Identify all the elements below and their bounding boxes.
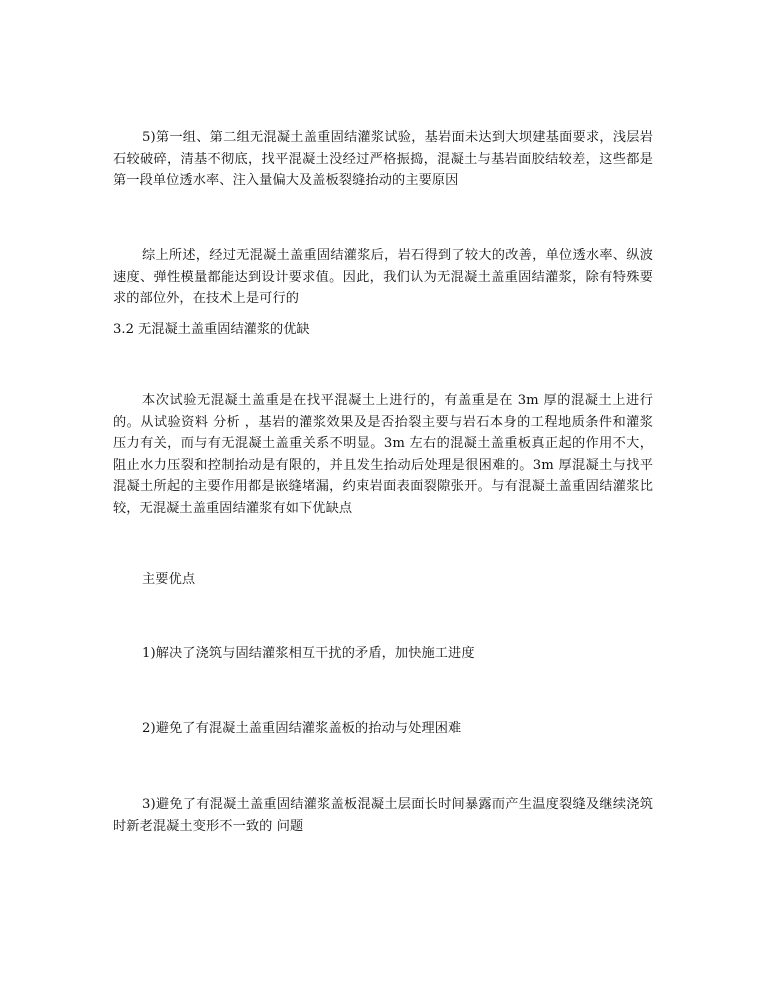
paragraph-summary: 综上所述，经过无混凝土盖重固结灌浆后，岩石得到了较大的改善，单位透水率、纵波速度、弹性模量都能达到设计要求值。因此，我们认为无混凝土盖重固结灌浆，除有特殊要求的部位外，在技术上是可行的 [113, 248, 653, 306]
list-item-advantage-2: 2)避免了有混凝土盖重固结灌浆盖板的抬动与处理困难 [142, 721, 462, 736]
paragraph-conclusion-5: 5)第一组、第二组无混凝土盖重固结灌浆试验，基岩面未达到大坝建基面要求，浅层岩石较破碎，清基不彻底，找平混凝土没经过严格振捣，混凝土与基岩面胶结较差，这些都是第一段单位透水率、注入量偏大及盖板裂缝抬动的主要原因 [113, 130, 653, 188]
paragraph-main-advantages: 主要优点 [142, 572, 196, 587]
paragraph-test-description: 本次试验无混凝土盖重是在找平混凝土上进行的，有盖重是在 3m 厚的混凝土上进行的。从试验资料 分析 ，基岩的灌浆效果及是否抬裂主要与岩石本身的工程地质条件和灌浆压力有关，而与有无混凝土盖重关系不明显。3m 左右的混凝土盖重板真正起的作用不大，阻止水力压裂和控制抬动是有限的，并且发生抬动后处理是很困难的。3m 厚混凝土与找平混凝土所起的主要作用都是嵌缝堵漏，约束岩面表面裂隙张开。与有混凝土盖重固结灌浆比较，无混凝土盖重固结灌浆有如下优缺点 [113, 393, 653, 516]
list-item-advantage-1: 1)解决了浇筑与固结灌浆相互干扰的矛盾，加快施工进度 [142, 646, 475, 661]
section-heading: 3.2 无混凝土盖重固结灌浆的优缺 [113, 322, 310, 337]
list-item-advantage-3: 3)避免了有混凝土盖重固结灌浆盖板混凝土层面长时间暴露而产生温度裂缝及继续浇筑时新老混凝土变形不一致的 问题 [113, 797, 653, 834]
